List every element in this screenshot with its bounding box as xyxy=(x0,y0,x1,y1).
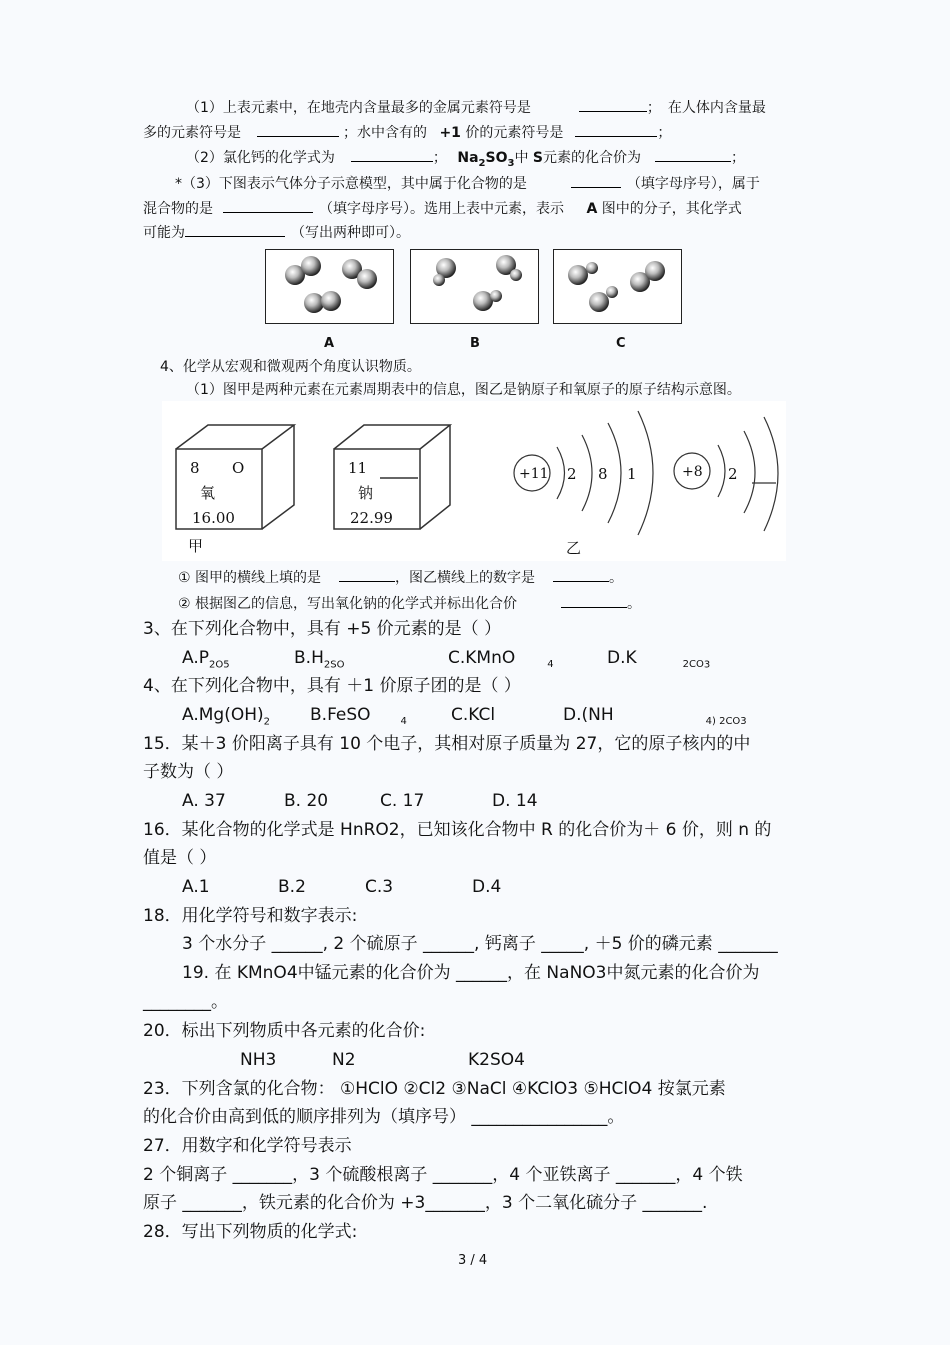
q4-title: 4、化学从宏观和微观两个角度认识物质。 xyxy=(160,359,421,375)
q3-option-b[interactable]: $B.H_{2SO}$ xyxy=(294,648,345,671)
q3-line3: 可能为 （写出两种即可）。 xyxy=(143,222,410,242)
q23-line2: 的化合价由高到低的顺序排列为（填序号） ________________。 xyxy=(143,1107,625,1127)
o-shell-1: 2 xyxy=(728,465,738,483)
q15-option-c[interactable]: C. 17 xyxy=(380,791,425,811)
q4b-option-d[interactable]: D.(NH $_{4) 2CO3}$ xyxy=(563,705,747,728)
molecule-box-a xyxy=(265,249,394,324)
q16-option-b[interactable]: B.2 xyxy=(278,877,306,897)
q3-option-d[interactable]: D.K $_{2CO3}$ xyxy=(607,648,711,671)
na-name: 钠 xyxy=(358,484,374,502)
molecule-box-b xyxy=(410,249,539,324)
answer-blank[interactable] xyxy=(571,173,621,188)
q15-option-b[interactable]: B. 20 xyxy=(284,791,329,811)
q4b-stem: 4、在下列化合物中，具有 ＋1 价原子团的是（ ） xyxy=(143,676,521,696)
answer-blank[interactable] xyxy=(553,567,609,582)
na-nucleus: +11 xyxy=(519,466,549,482)
q3-option-a[interactable]: $A.P_{2O5}$ xyxy=(182,648,230,671)
answer-blank[interactable] xyxy=(223,198,313,213)
q20-item-3: K2SO4 xyxy=(468,1050,525,1070)
answer-blank[interactable] xyxy=(579,97,647,112)
o-mass: 16.00 xyxy=(192,509,235,527)
q15-option-a[interactable]: A. 37 xyxy=(182,791,226,811)
answer-blank[interactable] xyxy=(185,222,285,237)
periodic-and-atom-figure xyxy=(162,401,786,561)
answer-blank[interactable] xyxy=(655,147,731,162)
q16-line1: 16．某化合物的化学式是 HnRO2，已知该化合物中 R 的化合价为＋ 6 价，则 n 的 xyxy=(143,820,772,840)
answer-blank[interactable] xyxy=(575,122,657,137)
answer-blank[interactable] xyxy=(339,567,395,582)
q16-option-d[interactable]: D.4 xyxy=(472,877,502,897)
answer-blank[interactable] xyxy=(561,593,627,608)
q4-item1: ① 图甲的横线上填的是 ，图乙横线上的数字是 。 xyxy=(178,567,623,587)
q16-line2: 值是（ ） xyxy=(143,848,217,868)
q1-line1: （1）上表元素中，在地壳内含量最多的金属元素符号是 ； 在人体内含量最 xyxy=(186,97,766,117)
q27-line3: 原子 _______，铁元素的化合价为 +3_______，3 个二氧化硫分子 _______. xyxy=(143,1193,708,1213)
q15-line1: 15．某＋3 价阳离子具有 10 个电子，其相对原子质量为 27，它的原子核内的中 xyxy=(143,734,751,754)
page-number: 3 / 4 xyxy=(458,1253,488,1268)
molecule-box-c xyxy=(553,249,682,324)
q1-line2: 多的元素符号是 ；水中含有的 +1 价的元素符号是 ； xyxy=(143,122,671,142)
caption-b: B xyxy=(470,336,480,351)
figure-svg xyxy=(162,401,786,561)
caption-c: C xyxy=(616,336,626,351)
q4b-option-a[interactable]: $A.Mg(OH)_2$ xyxy=(182,705,270,728)
q4b-option-b[interactable]: B.FeSO $_4$ xyxy=(310,705,407,728)
q28-line1: 28．写出下列物质的化学式: xyxy=(143,1222,358,1242)
na-atomic-number: 11 xyxy=(348,459,368,477)
q18-line1: 18．用化学符号和数字表示: xyxy=(143,906,358,926)
q4-item2: ② 根据图乙的信息，写出氧化钠的化学式并标出化合价 。 xyxy=(178,593,641,613)
o-nucleus: +8 xyxy=(682,464,703,480)
q15-option-d[interactable]: D. 14 xyxy=(492,791,538,811)
q4-sub1: （1）图甲是两种元素在元素周期表中的信息，图乙是钠原子和氧原子的原子结构示意图。 xyxy=(186,382,741,398)
na-shell-2: 8 xyxy=(598,465,608,483)
caption-a: A xyxy=(324,336,335,351)
answer-blank[interactable] xyxy=(257,122,339,137)
q16-option-a[interactable]: A.1 xyxy=(182,877,210,897)
q23-line1: 23．下列含氯的化合物： ①HClO ②Cl2 ③NaCl ④KClO3 ⑤HClO4 按氯元素 xyxy=(143,1079,726,1099)
o-name: 氧 xyxy=(200,484,216,502)
na-shell-1: 2 xyxy=(567,465,577,483)
q20-item-2: N2 xyxy=(332,1050,356,1070)
q3-stem: 3、在下列化合物中，具有 +5 价元素的是（ ） xyxy=(143,619,502,639)
q15-line2: 子数为（ ） xyxy=(143,762,234,782)
q18-line2: 3 个水分子 ______, 2 个硫原子 ______, 钙离子 _____, ＋5 价的磷元素 _______ xyxy=(182,934,778,954)
o-atomic-number: 8 xyxy=(190,459,200,477)
na-mass: 22.99 xyxy=(350,509,393,527)
q19-line1: 19. 在 KMnO4中锰元素的化合价为 ______，在 NaNO3中氮元素的化合价为 xyxy=(182,963,760,983)
q27-line1: 27．用数字和化学符号表示 xyxy=(143,1136,352,1156)
label-yi: 乙 xyxy=(566,539,582,557)
q19-line2: ________。 xyxy=(143,992,228,1012)
na-shell-3: 1 xyxy=(627,465,637,483)
q3-option-c[interactable]: C.KMnO $_4$ xyxy=(448,648,554,671)
q20-item-1: NH3 xyxy=(240,1050,277,1070)
q2-line: （2）氯化钙的化学式为 ； $Na_2SO_3$中 S元素的化合价为 ； xyxy=(186,147,745,173)
q3-line1: *（3）下图表示气体分子示意模型，其中属于化合物的是 （填字母序号），属于 xyxy=(175,173,760,193)
q4b-option-c[interactable]: C.KCl xyxy=(451,705,496,725)
q16-option-c[interactable]: C.3 xyxy=(365,877,394,897)
o-symbol: O xyxy=(232,459,245,477)
answer-blank[interactable] xyxy=(351,147,433,162)
q27-line2: 2 个铜离子 _______，3 个硫酸根离子 _______，4 个亚铁离子 _______，4 个铁 xyxy=(143,1165,743,1185)
label-jia: 甲 xyxy=(188,537,204,555)
q3-line2: 混合物的是 （填字母序号）。选用上表中元素，表示 A 图中的分子，其化学式 xyxy=(143,198,742,218)
q20-line1: 20．标出下列物质中各元素的化合价: xyxy=(143,1021,426,1041)
